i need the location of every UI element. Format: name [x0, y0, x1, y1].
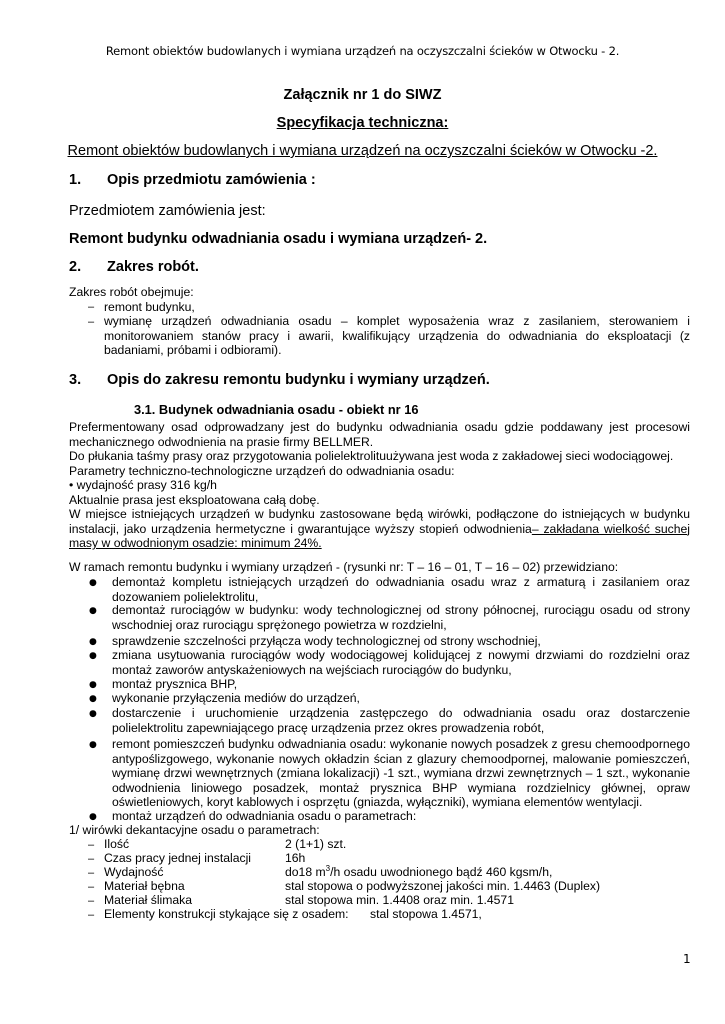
scope-item-2-line: wymianę urządzeń odwadniania osadu – komplet wyposażenia wraz z zasilaniem, sterowaniem i — [104, 314, 690, 328]
scope-item-2-line: monitorowaniem stanów pracy i awarii, kwalifikujący urządzenia do odwadniania do eksploatacji (z — [104, 328, 690, 343]
paragraph-line: mechanicznego odwodnienia na prasie firmy BELLMER. — [69, 434, 374, 449]
paragraph-3: Parametry techniczno-technologiczne urządzeń do odwadniania osadu: — [69, 463, 455, 478]
section-2-number: 2. — [69, 259, 82, 275]
bullet-line: wymianę drzwi wewnętrznych (zmiana lokalizacji) -1 szt., wymiana drzwi zewnętrznych – 1 szt., wykonanie — [112, 766, 690, 780]
section-3-title: Opis do zakresu remontu budynku i wymiany urządzeń. — [107, 372, 490, 388]
bullet-item-8 — [112, 737, 690, 810]
underlined-text: – zakładana wielkość suchej — [531, 521, 690, 536]
dash-marker: – — [88, 301, 95, 313]
param-value: 16h — [285, 851, 306, 865]
dash-marker: – — [88, 881, 95, 893]
dash-marker: – — [88, 316, 95, 328]
dash-marker: – — [88, 839, 95, 851]
dash-marker: – — [88, 909, 95, 921]
bullet-item-4 — [112, 648, 690, 677]
param-label: Wydajność — [104, 865, 164, 879]
section-1-title: Opis przedmiotu zamówienia : — [107, 172, 316, 188]
bullet-line: montaż zaworów antyskażeniowych na wejściach rurociągów do budynku, — [112, 662, 512, 677]
bullet-line: demontaż rurociągów w budynku: wody technologicznej od strony północnej, rurociągu osadu od strony — [112, 603, 690, 617]
paragraph-line — [69, 522, 690, 537]
param-value: stal stopowa min. 1.4408 oraz min. 1.4571 — [285, 893, 514, 907]
bullet-icon: ● — [89, 606, 97, 616]
paragraph-4: • wydajność prasy 316 kg/h — [69, 478, 217, 492]
param-value: stal stopowa o podwyższonej jakości min. 1.4463 (Duplex) — [285, 879, 601, 893]
section-1-number: 1. — [69, 172, 82, 188]
param-value-part: /h osadu uwodnionego bądź 460 kgsm/h, — [330, 865, 553, 879]
bullet-icon: ● — [89, 637, 97, 647]
bullet-icon: ● — [89, 651, 97, 661]
bullet-item-5: montaż prysznica BHP, — [112, 677, 238, 691]
paragraph-6 — [69, 507, 690, 551]
bullet-icon: ● — [89, 578, 97, 588]
bullet-line: odwodnienia liniowego posadzek, montaż prysznica BHP wymiana rozdzielnicy głównej, opraw — [112, 780, 690, 795]
section-3-heading — [69, 372, 490, 388]
section-2-title: Zakres robót. — [107, 259, 199, 275]
paragraph-5: Aktualnie prasa jest eksploatowana całą dobę. — [69, 492, 320, 507]
scope-item-2-line: badaniami, próbami i odbiorami). — [104, 343, 282, 357]
paragraph-7: W ramach remontu budynku i wymiany urządzeń - (rysunki nr: T – 16 – 01, T – 16 – 02) przewidziano: — [69, 560, 619, 574]
scope-item-1: remont budynku, — [104, 300, 195, 314]
section-1-intro: Przedmiotem zamówienia jest: — [69, 203, 266, 219]
spec-title: Specyfikacja techniczna: — [276, 115, 449, 131]
annex-title: Załącznik nr 1 do SIWZ — [283, 87, 442, 103]
bullet-item-2 — [112, 603, 690, 632]
bullet-line: antypoślizgowego, wykonanie nowych okładzin ścian z glazury chemoodpornej, malowanie pomieszczeń, — [112, 751, 690, 766]
bullet-line: dostarczenie i uruchomienie urządzenia zastępczego do odwadniania osadu oraz dostarczenie — [112, 706, 690, 720]
paragraph-2: Do płukania taśmy prasy oraz przygotowania polielektrolituużywana jest woda z zakładowej sieci wodociągowej. — [69, 449, 674, 463]
scope-item-2 — [104, 314, 690, 358]
bullet-item-3: sprawdzenie szczelności przyłącza wody technologicznej od strony wschodniej, — [112, 634, 541, 648]
bullet-icon: ● — [89, 740, 97, 750]
section-2-intro: Zakres robót obejmuje: — [69, 285, 194, 299]
param-label: Czas pracy jednej instalacji — [104, 851, 251, 865]
paragraph-line: W miejsce istniejących urządzeń w budynku zastosowane będą wirówki, podłączone do istniejących w budynku — [69, 507, 690, 521]
bullet-item-6: wykonanie przyłączenia mediów do urządzeń, — [112, 691, 360, 705]
superscript: 3 — [325, 863, 331, 873]
param-value: 2 (1+1) szt. — [285, 837, 347, 851]
bullet-item-1 — [112, 575, 690, 604]
bullet-icon: ● — [89, 694, 97, 704]
paragraph-text: instalacji, jako urządzenia hermetyczne i gwarantujące wyższy stopień odwodnienia — [69, 521, 532, 536]
subsection-3-1-title: 3.1. Budynek odwadniania osadu - obiekt nr 16 — [134, 402, 419, 417]
bullet-line: remont pomieszczeń budynku odwadniania osadu: wykonanie nowych posadzek z gresu chemoodpornego — [112, 737, 690, 751]
bullet-line: oświetleniowych, koryt kablowych i osprzętu (gniazda, wyłączniki), wymiana elementów wentylacji. — [112, 795, 643, 809]
param-value: stal stopowa 1.4571, — [370, 907, 482, 921]
paragraph-line: Prefermentowany osad odprowadzany jest do budynku odwadniania osadu gdzie poddawany jest procesowi — [69, 420, 690, 434]
param-label: Elementy konstrukcji stykające się z osadem: — [104, 907, 349, 921]
bullet-line: demontaż kompletu istniejących urządzeń do odwadniania osadu wraz z armaturą i zasilaniem oraz — [112, 575, 690, 589]
param-label: Ilość — [104, 837, 130, 851]
paragraph-1 — [69, 420, 690, 449]
param-label: Materiał bębna — [104, 879, 185, 893]
param-label: Materiał ślimaka — [104, 893, 193, 907]
dash-marker: – — [88, 895, 95, 907]
bullet-line: dozowaniem polielektrolitu, — [112, 589, 259, 604]
section-2-heading — [69, 259, 199, 275]
bullet-line: polielektrolitu zapewniającego pracę urządzenia przez okres prowadzenia robót, — [112, 720, 545, 735]
section-1-heading — [69, 172, 316, 188]
subject-title: Remont obiektów budowlanych i wymiana urządzeń na oczyszczalni ścieków w Otwocku -2. — [67, 143, 658, 159]
bullet-line: zmiana usytuowania rurociągów wody wodociągowej kolidującej z nowymi drzwiami do rozdzielni oraz — [112, 648, 690, 662]
param-value-part: do18 m — [285, 865, 326, 879]
dash-marker: – — [88, 867, 95, 879]
bullet-item-9: montaż urządzeń do odwadniania osadu o parametrach: — [112, 809, 417, 823]
bullet-icon: ● — [89, 812, 97, 822]
section-1-subject: Remont budynku odwadniania osadu i wymiana urządzeń- 2. — [69, 231, 488, 247]
param-value — [285, 865, 552, 880]
bullet-icon: ● — [89, 709, 97, 719]
bullet-item-7 — [112, 706, 690, 735]
underlined-line: masy w odwodnionym osadzie: minimum 24%. — [69, 536, 322, 550]
bullet-line: wschodniej oraz rurociągu sprężonego powietrza w rozdzielni, — [112, 617, 447, 632]
page-number: 1 — [683, 952, 691, 966]
bullet-icon: ● — [89, 680, 97, 690]
running-header: Remont obiektów budowlanych i wymiana urządzeń na oczyszczalni ścieków w Otwocku - 2. — [105, 44, 620, 58]
dash-marker: – — [88, 853, 95, 865]
section-3-number: 3. — [69, 372, 82, 388]
centrifuge-title: 1/ wirówki dekantacyjne osadu o parametrach: — [69, 823, 320, 837]
